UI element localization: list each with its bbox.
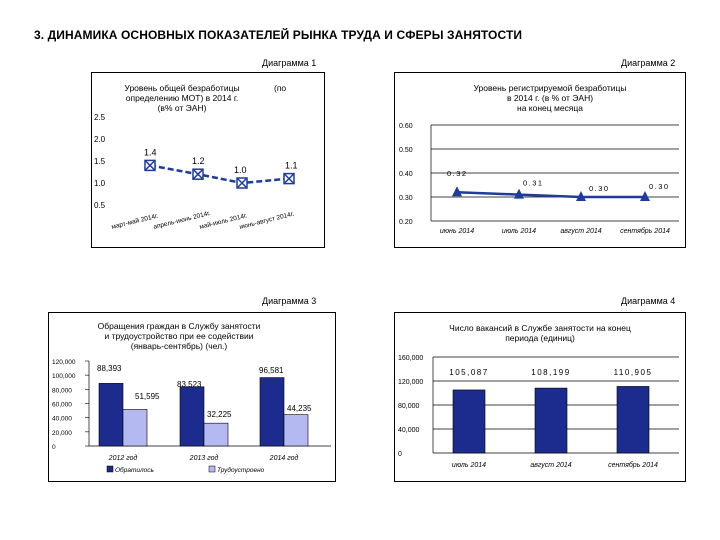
y-tick-label: 0.30 xyxy=(399,195,413,202)
legend-swatch xyxy=(209,466,215,472)
y-tick-label: 0.20 xyxy=(399,219,413,226)
data-label: 0.32 xyxy=(447,169,468,179)
y-tick-label: 80,000 xyxy=(52,387,72,395)
chart-2-svg xyxy=(395,73,685,247)
bar xyxy=(99,383,123,446)
chart-3-svg xyxy=(49,313,335,481)
chart-2-title-line: на конец месяца xyxy=(517,103,583,113)
chart-panel-3 xyxy=(48,312,336,482)
y-tick-label: 1.0 xyxy=(94,179,106,188)
y-tick-label: 100,000 xyxy=(52,373,76,381)
y-tick-label: 1.5 xyxy=(94,157,106,166)
y-tick-label: 0 xyxy=(398,451,402,458)
data-label: 83,523 xyxy=(177,380,202,389)
x-tick-label: май-июль 2014г. xyxy=(198,212,249,231)
x-tick-label: июнь 2014 xyxy=(439,228,475,235)
data-label: 0.31 xyxy=(523,178,544,188)
data-point-marker xyxy=(145,160,155,170)
caption-diagram-1: Диаграмма 1 xyxy=(262,58,317,68)
x-tick-label: июль 2014 xyxy=(451,462,487,469)
bar xyxy=(260,378,284,446)
bar xyxy=(204,423,228,446)
chart-3-title-line: Обращения граждан в Службу занятости xyxy=(97,321,261,331)
data-label: 0.30 xyxy=(649,182,670,191)
chart-3-title-line: и трудоустройство при ее содействии xyxy=(104,331,254,341)
bar xyxy=(535,388,567,453)
x-tick-label: август 2014 xyxy=(560,228,602,235)
x-tick-label: июнь-август 2014г. xyxy=(238,210,295,231)
data-label: 88,393 xyxy=(97,364,122,373)
chart-4-title-line: Число вакансий в Службе занятости на конец xyxy=(449,323,631,333)
x-tick-label: август 2014 xyxy=(530,462,572,469)
x-tick-label: 2014 год xyxy=(269,455,299,462)
data-label: 110,905 xyxy=(613,368,653,377)
y-tick-label: 120,000 xyxy=(52,359,76,366)
data-label: 0.30 xyxy=(589,184,610,193)
chart-4-svg xyxy=(395,313,685,481)
x-tick-label: 2012 год xyxy=(108,455,138,462)
series-line xyxy=(150,165,289,183)
data-point-marker xyxy=(193,169,203,179)
chart-1-svg xyxy=(92,73,324,247)
bar xyxy=(617,386,649,453)
caption-diagram-2: Диаграмма 2 xyxy=(621,58,676,68)
y-tick-label: 120,000 xyxy=(398,379,424,386)
y-tick-label: 80,000 xyxy=(398,403,420,410)
y-tick-label: 0 xyxy=(52,444,56,451)
chart-1-title-line: (в% от ЭАН) xyxy=(157,103,207,113)
data-label: 1.1 xyxy=(285,160,298,171)
data-label: 108,199 xyxy=(531,368,571,377)
y-tick-label: 160,000 xyxy=(398,355,424,362)
y-tick-label: 0.50 xyxy=(399,147,413,154)
series-line xyxy=(457,192,645,197)
caption-diagram-3: Диаграмма 3 xyxy=(262,296,317,306)
data-label: 51,595 xyxy=(135,392,160,401)
data-label: 1.0 xyxy=(234,165,247,175)
chart-3-title-line: (январь-сентябрь) (чел.) xyxy=(130,341,228,351)
x-tick-label: 2013 год xyxy=(189,455,219,462)
chart-2-title-line: Уровень регистрируемой безработицы xyxy=(473,83,627,93)
legend-label: Обратилось xyxy=(115,467,154,474)
chart-1-title-line: Уровень общей безработицы xyxy=(124,83,240,93)
x-tick-label: сентябрь 2014 xyxy=(620,228,670,235)
chart-2-title-line: в 2014 г. (в % от ЭАН) xyxy=(506,93,594,103)
y-tick-label: 40,000 xyxy=(398,427,420,434)
x-tick-label: июль 2014 xyxy=(501,228,537,235)
data-point-marker xyxy=(284,174,294,184)
bar xyxy=(284,415,308,446)
x-tick-label: апрель-июнь 2014г. xyxy=(152,209,212,231)
chart-panel-2 xyxy=(394,72,686,248)
data-label: 44,235 xyxy=(287,404,312,413)
chart-panel-4 xyxy=(394,312,686,482)
bar xyxy=(453,390,485,453)
bar xyxy=(180,387,204,446)
legend-label: Трудоустроено xyxy=(217,467,265,474)
data-point-marker xyxy=(237,178,247,188)
y-tick-label: 60,000 xyxy=(52,401,72,409)
y-tick-label: 0.40 xyxy=(399,171,413,178)
data-label: 32,225 xyxy=(207,410,232,419)
chart-panel-1 xyxy=(91,72,325,248)
y-tick-label: 0.5 xyxy=(94,201,106,210)
data-label: 96,581 xyxy=(259,366,284,375)
y-tick-label: 2.5 xyxy=(94,113,106,122)
y-tick-label: 0.60 xyxy=(399,123,413,130)
legend-swatch xyxy=(107,466,113,472)
data-label: 1.2 xyxy=(192,156,205,167)
chart-1-title-line: определению МОТ) в 2014 г. xyxy=(125,93,239,103)
x-tick-label: сентябрь 2014 xyxy=(608,462,658,469)
chart-4-title-line: периода (единиц) xyxy=(505,333,575,343)
page-title: 3. ДИНАМИКА ОСНОВНЫХ ПОКАЗАТЕЛЕЙ РЫНКА ТРУДА И СФЕРЫ ЗАНЯТОСТИ xyxy=(34,28,523,42)
chart-1-title-extra: (по xyxy=(274,83,287,93)
y-tick-label: 40,000 xyxy=(52,415,72,423)
y-tick-label: 20,000 xyxy=(52,429,72,437)
y-tick-label: 2.0 xyxy=(94,135,106,144)
data-label: 1.4 xyxy=(144,147,157,158)
bar xyxy=(123,409,147,446)
caption-diagram-4: Диаграмма 4 xyxy=(621,296,676,306)
x-tick-label: март-май 2014г. xyxy=(110,212,160,231)
data-label: 105,087 xyxy=(449,368,489,377)
